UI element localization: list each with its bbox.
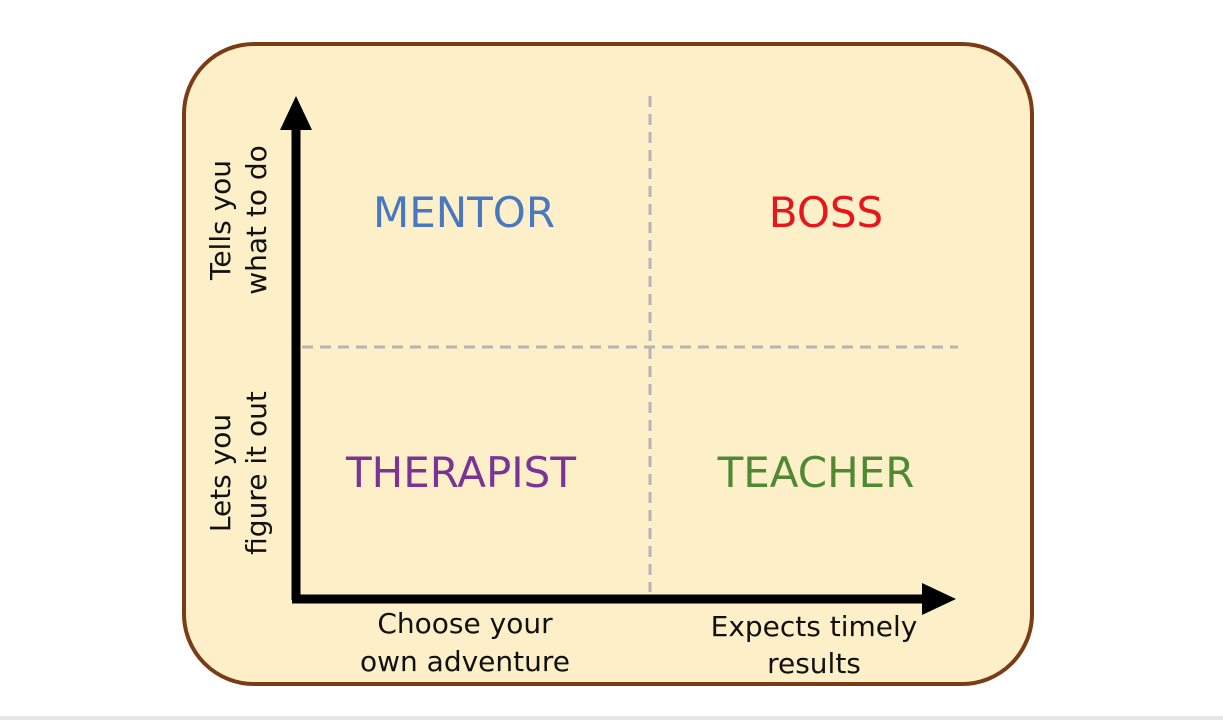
x-axis-right-line2: results — [767, 647, 861, 680]
bottom-divider — [0, 716, 1223, 720]
y-axis-arrowhead — [280, 96, 312, 130]
boss-label: BOSS — [768, 188, 884, 237]
x-axis-left-line1: Choose your — [377, 607, 553, 640]
y-axis-top-line1: Tells you — [204, 159, 237, 281]
x-axis-right-label — [711, 610, 918, 680]
x-axis-arrowhead — [922, 583, 956, 615]
x-axis-left-label — [360, 607, 570, 678]
mentor-label: MENTOR — [372, 188, 556, 237]
x-axis-left-line2: own adventure — [360, 645, 570, 678]
y-axis-top-label — [204, 145, 273, 295]
y-axis-bottom-line1: Lets you — [204, 413, 237, 533]
therapist-label: THERAPIST — [345, 448, 577, 497]
y-axis-top-line2: what to do — [240, 145, 273, 295]
x-axis-right-line1: Expects timely — [710, 610, 918, 643]
teacher-label: TEACHER — [717, 448, 915, 497]
y-axis-bottom-line2: figure it out — [240, 391, 273, 555]
y-axis-bottom-label — [204, 391, 273, 555]
